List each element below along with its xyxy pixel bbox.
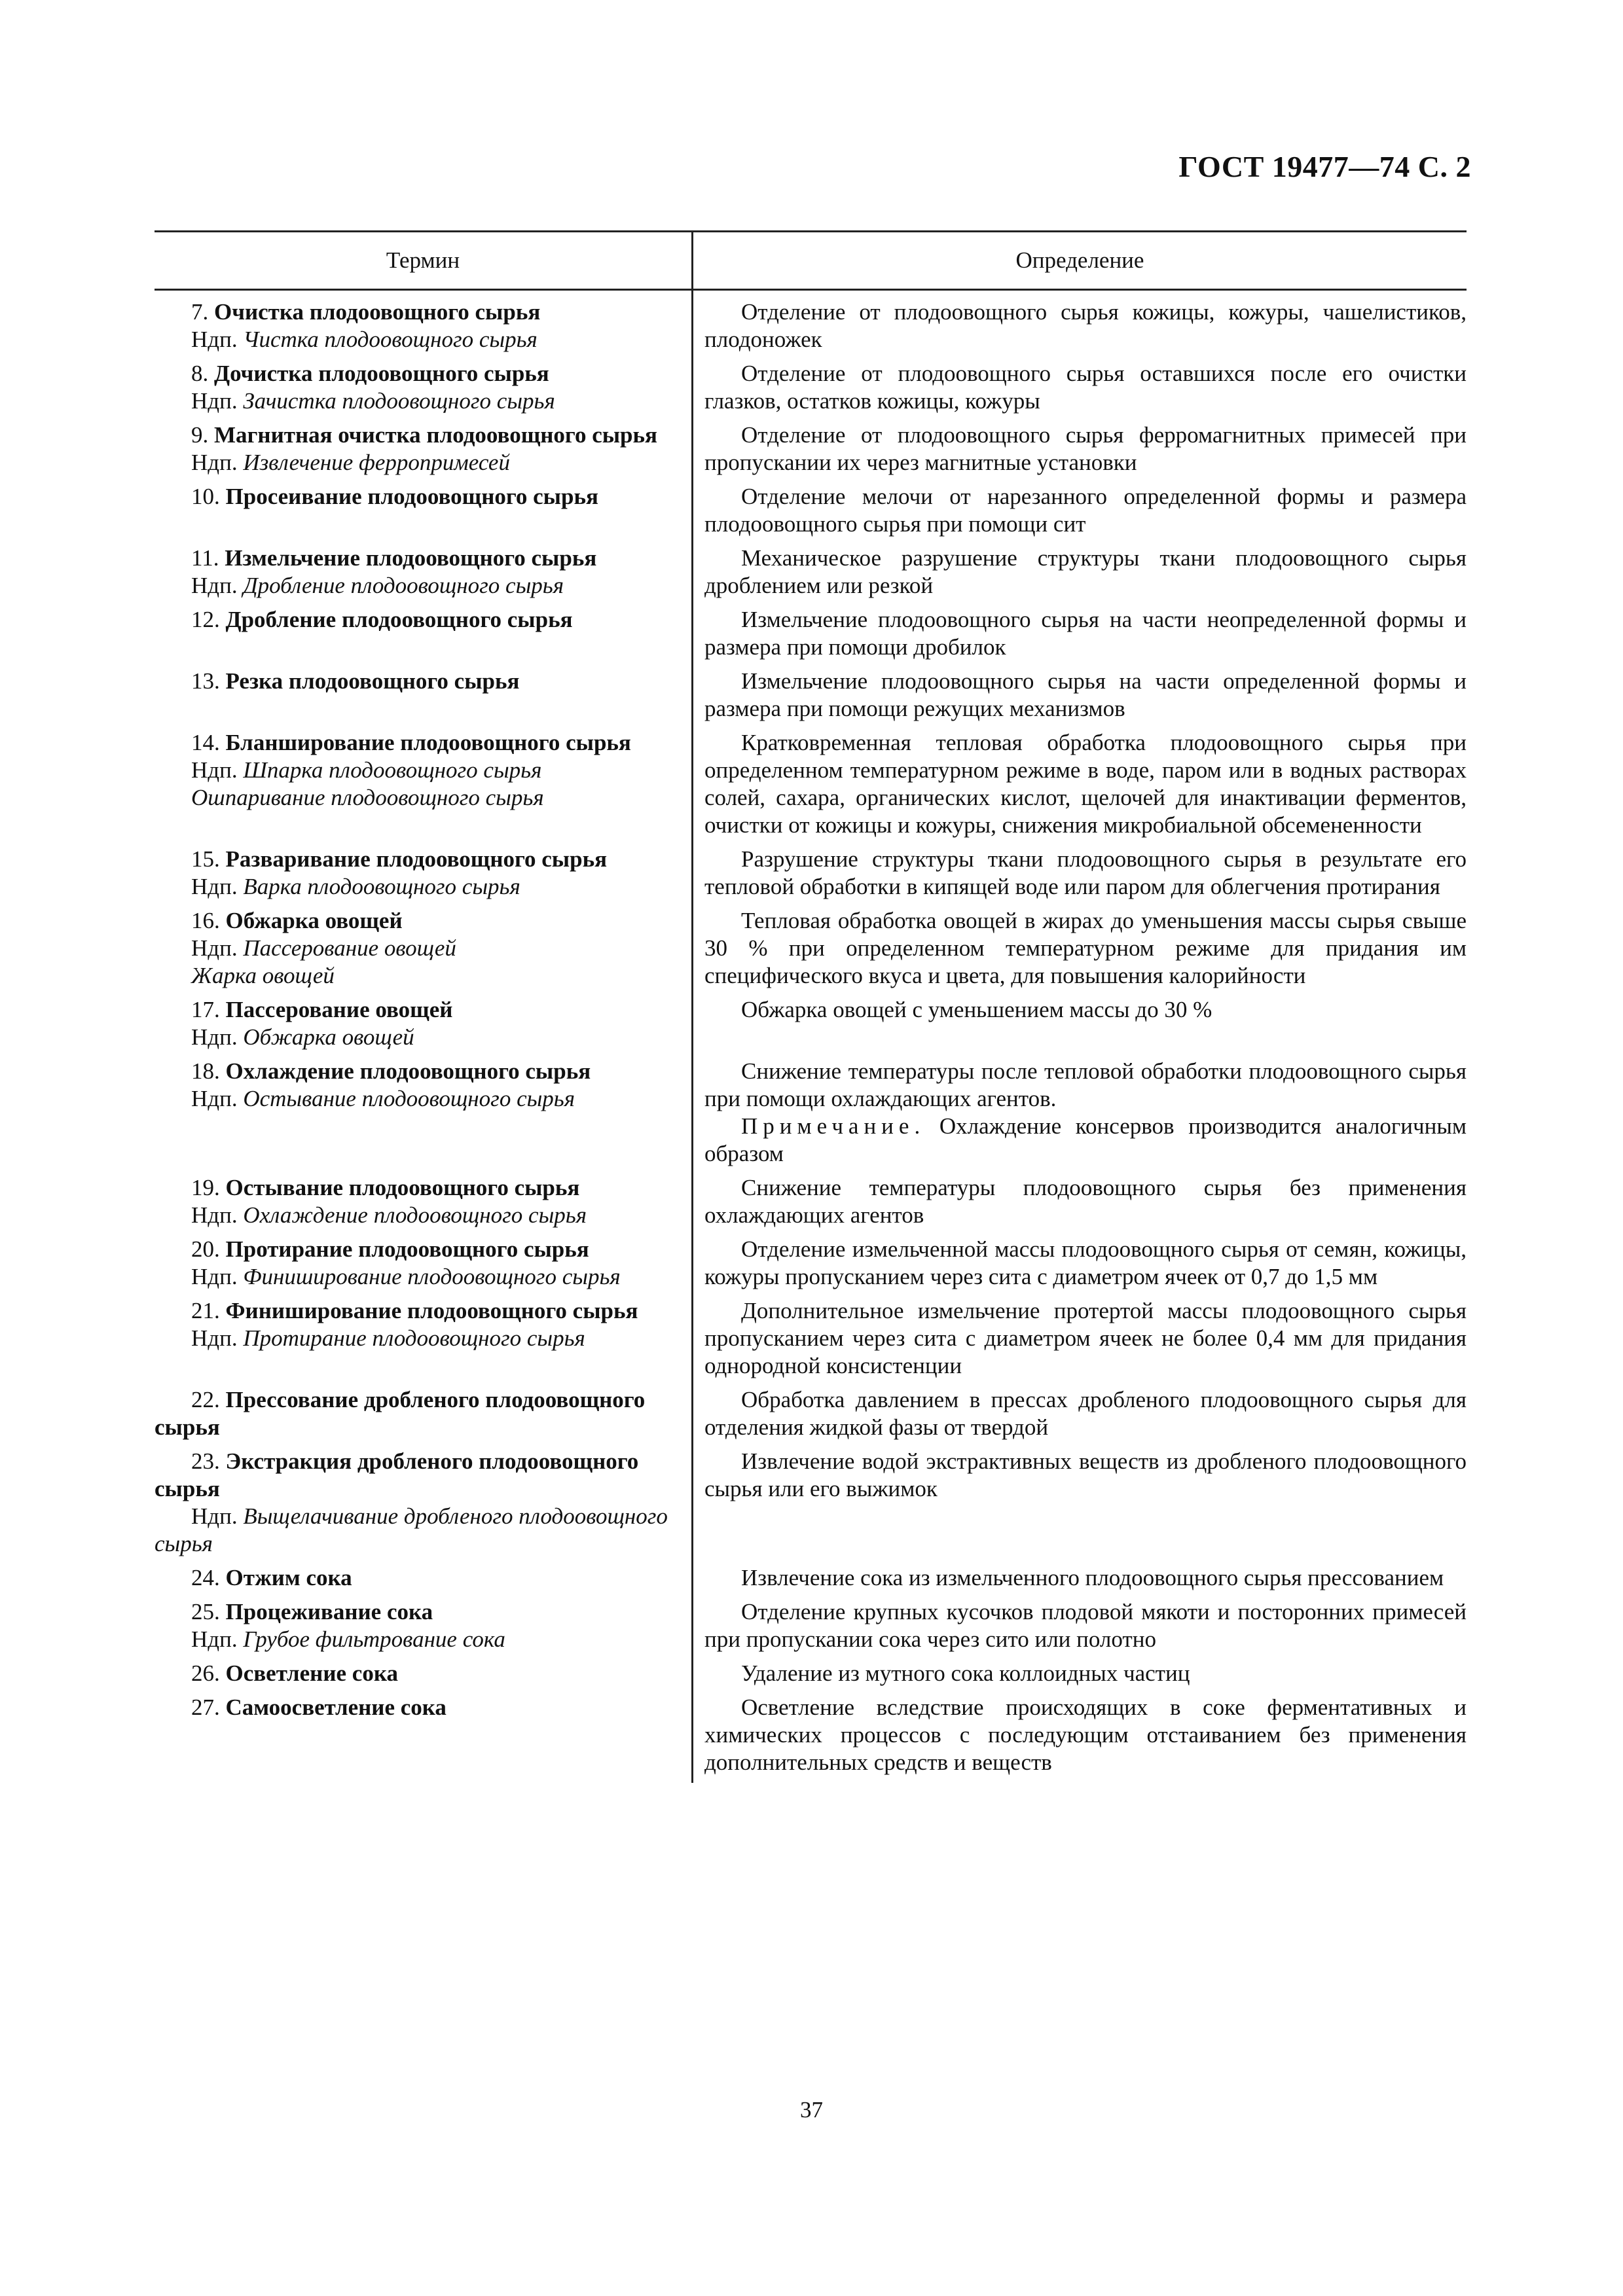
definition-text: Механическое разрушение структуры ткани плодоовощного сырья дроблением или резкой xyxy=(704,545,1467,598)
non-recommended-term xyxy=(155,1202,682,1229)
term-line xyxy=(155,422,682,449)
term-line xyxy=(155,668,682,695)
non-recommended-term xyxy=(155,1024,682,1051)
ndp-synonym: Охлаждение плодоовощного сырья xyxy=(243,1202,587,1228)
non-recommended-term xyxy=(155,572,682,600)
term-cell xyxy=(155,1236,691,1291)
ndp-synonym: Финиширование плодоовощного сырья xyxy=(243,1264,621,1289)
ndp-synonym: Выщелачивание дробленого плодоовощного сырья xyxy=(155,1503,668,1556)
ndp-label: Ндп. xyxy=(191,573,238,598)
table-row xyxy=(155,1598,1467,1660)
term-number: 16. xyxy=(191,908,220,933)
term-cell xyxy=(155,1297,691,1380)
term-number: 8. xyxy=(191,361,209,386)
definition-cell xyxy=(691,483,1467,538)
document-code: ГОСТ 19477—74 С. 2 xyxy=(1178,150,1471,183)
term-cell xyxy=(155,907,691,990)
term-name: Остывание плодоовощного сырья xyxy=(225,1175,580,1200)
ndp-synonym: Обжарка овощей xyxy=(243,1024,414,1050)
ndp-label: Ндп. xyxy=(191,1626,238,1652)
table-row xyxy=(155,1386,1467,1448)
ndp-label: Ндп. xyxy=(191,1086,238,1111)
term-name: Осветление сока xyxy=(225,1660,398,1686)
term-line xyxy=(155,729,682,757)
term-line xyxy=(155,545,682,572)
ndp-label: Ндп. xyxy=(191,1024,238,1050)
term-number: 22. xyxy=(191,1387,220,1412)
definition-text: Обработка давлением в прессах дробленого плодоовощного сырья для отделения жидкой фазы от твердой xyxy=(704,1387,1467,1440)
definition-cell xyxy=(691,668,1467,723)
table-row xyxy=(155,483,1467,545)
term-line xyxy=(155,1174,682,1202)
non-recommended-term xyxy=(155,1263,682,1291)
definition-text: Разрушение структуры ткани плодоовощного сырья в результате его тепловой обработки в кипящей воде или паром для облегчения протирания xyxy=(704,846,1467,899)
table-row xyxy=(155,360,1467,422)
term-number: 9. xyxy=(191,422,209,448)
term-number: 7. xyxy=(191,299,209,325)
definition-cell xyxy=(691,1660,1467,1687)
term-number: 10. xyxy=(191,484,220,509)
non-recommended-term xyxy=(155,449,682,476)
term-line xyxy=(155,1058,682,1085)
ndp-label: Ндп. xyxy=(191,327,238,352)
non-recommended-term xyxy=(155,1503,682,1558)
table-row xyxy=(155,1564,1467,1598)
term-line xyxy=(155,606,682,634)
ndp-label: Ндп. xyxy=(191,1264,238,1289)
term-cell xyxy=(155,360,691,415)
term-number: 14. xyxy=(191,730,220,755)
non-recommended-term xyxy=(155,962,682,990)
definition-cell xyxy=(691,606,1467,661)
table-row xyxy=(155,1660,1467,1694)
term-cell xyxy=(155,422,691,476)
definition-cell xyxy=(691,1386,1467,1441)
table-row xyxy=(155,1174,1467,1236)
definition-cell xyxy=(691,1236,1467,1291)
term-line xyxy=(155,483,682,511)
table-row xyxy=(155,907,1467,996)
term-cell xyxy=(155,1694,691,1776)
definition-text: Отделение от плодоовощного сырья кожицы, кожуры, чашелистиков, плодоножек xyxy=(704,299,1467,352)
ndp-synonym: Извлечение ферропримесей xyxy=(243,450,510,475)
definition-cell xyxy=(691,422,1467,476)
definition-cell xyxy=(691,996,1467,1051)
definition-text: Удаление из мутного сока коллоидных частиц xyxy=(741,1660,1190,1686)
term-number: 26. xyxy=(191,1660,220,1686)
term-number: 18. xyxy=(191,1058,220,1084)
term-name: Самоосветление сока xyxy=(225,1695,447,1720)
note-label: Примечание. xyxy=(741,1113,926,1139)
definition-text: Снижение температуры плодоовощного сырья без применения охлаждающих агентов xyxy=(704,1175,1467,1228)
definition-cell xyxy=(691,545,1467,600)
non-recommended-term xyxy=(155,873,682,901)
non-recommended-term xyxy=(155,935,682,962)
term-cell xyxy=(155,606,691,661)
ndp-label: Ндп. xyxy=(191,388,238,414)
term-cell xyxy=(155,846,691,901)
column-header-definition: Определение xyxy=(1015,247,1144,273)
term-number: 24. xyxy=(191,1565,220,1590)
term-line xyxy=(155,1564,682,1592)
definition-text: Отделение измельченной массы плодоовощного сырья от семян, кожицы, кожуры пропусканием через сита с диаметром ячеек от 0,7 до 1,5 мм xyxy=(704,1236,1467,1289)
term-name: Процеживание сока xyxy=(225,1599,433,1624)
definition-cell xyxy=(691,360,1467,415)
table-row xyxy=(155,729,1467,846)
table-row xyxy=(155,1694,1467,1783)
definition-cell xyxy=(691,1598,1467,1653)
ndp-synonym: Шпарка плодоовощного сырья xyxy=(243,757,542,783)
definition-cell xyxy=(691,1694,1467,1776)
term-name: Дробление плодоовощного сырья xyxy=(225,607,573,632)
ndp-synonym: Ошпаривание плодоовощного сырья xyxy=(191,785,544,810)
term-name: Протирание плодоовощного сырья xyxy=(225,1236,589,1262)
definition-text: Отделение мелочи от нарезанного определенной формы и размера плодоовощного сырья при помощи сит xyxy=(704,484,1467,537)
terms-table xyxy=(155,230,1467,1783)
definition-cell xyxy=(691,729,1467,839)
term-cell xyxy=(155,1058,691,1168)
term-cell xyxy=(155,1660,691,1687)
table-row xyxy=(155,545,1467,606)
definition-cell xyxy=(691,1448,1467,1558)
term-line xyxy=(155,1236,682,1263)
term-number: 13. xyxy=(191,668,220,694)
definition-text: Измельчение плодоовощного сырья на части неопределенной формы и размера при помощи дробилок xyxy=(704,607,1467,660)
term-line xyxy=(155,907,682,935)
term-name: Дочистка плодоовощного сырья xyxy=(214,361,549,386)
table-row xyxy=(155,606,1467,668)
term-number: 25. xyxy=(191,1599,220,1624)
table-body xyxy=(155,291,1467,1783)
term-name: Пассерование овощей xyxy=(225,997,453,1022)
term-line xyxy=(155,846,682,873)
ndp-synonym: Пассерование овощей xyxy=(243,935,456,961)
definition-text: Отделение от плодоовощного сырья оставшихся после его очистки глазков, остатков кожицы, кожуры xyxy=(704,361,1467,414)
ndp-synonym: Дробление плодоовощного сырья xyxy=(243,573,564,598)
term-line xyxy=(155,298,682,326)
term-name: Отжим сока xyxy=(225,1565,352,1590)
ndp-synonym: Зачистка плодоовощного сырья xyxy=(243,388,555,414)
term-cell xyxy=(155,483,691,538)
term-line xyxy=(155,1694,682,1721)
definition-text: Тепловая обработка овощей в жирах до уменьшения массы сырья свыше 30 % при определенном температурном режиме для придания им специфического вкуса и цвета, для повышения калорийности xyxy=(704,908,1467,988)
definition-text: Осветление вследствие происходящих в соке ферментативных и химических процессов с последующим отстаиванием без применения дополнительных средств и веществ xyxy=(704,1695,1467,1775)
term-cell xyxy=(155,545,691,600)
definition-cell xyxy=(691,1058,1467,1168)
ndp-synonym: Протирание плодоовощного сырья xyxy=(243,1325,585,1351)
term-name: Обжарка овощей xyxy=(225,908,403,933)
term-cell xyxy=(155,1174,691,1229)
ndp-synonym: Грубое фильтрование сока xyxy=(243,1626,505,1652)
definition-note xyxy=(704,1113,1467,1168)
ndp-label: Ндп. xyxy=(191,1202,238,1228)
term-line xyxy=(155,996,682,1024)
non-recommended-term xyxy=(155,1325,682,1352)
term-line xyxy=(155,1386,682,1441)
page-number: 37 xyxy=(800,2097,823,2123)
term-name: Просеивание плодоовощного сырья xyxy=(225,484,598,509)
ndp-label: Ндп. xyxy=(191,757,238,783)
term-cell xyxy=(155,996,691,1051)
definition-text: Отделение крупных кусочков плодовой мякоти и посторонних примесей при пропускании сока через сито или полотно xyxy=(704,1599,1467,1652)
non-recommended-term xyxy=(155,1085,682,1113)
term-cell xyxy=(155,668,691,723)
table-row xyxy=(155,668,1467,729)
definition-text: Измельчение плодоовощного сырья на части определенной формы и размера при помощи режущих механизмов xyxy=(704,668,1467,721)
term-name: Разваривание плодоовощного сырья xyxy=(225,846,608,872)
term-number: 11. xyxy=(191,545,219,571)
term-line xyxy=(155,1598,682,1626)
definition-text: Отделение от плодоовощного сырья ферромагнитных примесей при пропускании их через магнитные установки xyxy=(704,422,1467,475)
term-name: Магнитная очистка плодоовощного сырья xyxy=(214,422,657,448)
term-name: Охлаждение плодоовощного сырья xyxy=(225,1058,591,1084)
term-name: Экстракция дробленого плодоовощного сырья xyxy=(155,1448,639,1501)
definition-cell xyxy=(691,1564,1467,1592)
term-cell xyxy=(155,298,691,353)
column-header-term: Термин xyxy=(155,232,693,289)
ndp-label: Ндп. xyxy=(191,1503,238,1529)
non-recommended-term xyxy=(155,784,682,812)
term-number: 19. xyxy=(191,1175,220,1200)
term-name: Очистка плодоовощного сырья xyxy=(214,299,541,325)
term-name: Финиширование плодоовощного сырья xyxy=(225,1298,638,1323)
term-cell xyxy=(155,1598,691,1653)
definition-cell xyxy=(691,1174,1467,1229)
table-row xyxy=(155,1058,1467,1174)
table-row xyxy=(155,1297,1467,1386)
term-number: 12. xyxy=(191,607,220,632)
term-line xyxy=(155,1660,682,1687)
term-line xyxy=(155,1448,682,1503)
term-number: 15. xyxy=(191,846,220,872)
term-number: 20. xyxy=(191,1236,220,1262)
term-cell xyxy=(155,729,691,839)
term-name: Бланширование плодоовощного сырья xyxy=(225,730,631,755)
definition-text: Обжарка овощей с уменьшением массы до 30 % xyxy=(741,997,1213,1022)
term-name: Измельчение плодоовощного сырья xyxy=(225,545,597,571)
definition-text: Снижение температуры после тепловой обработки плодоовощного сырья при помощи охлаждающих агентов. xyxy=(704,1058,1467,1111)
ndp-label: Ндп. xyxy=(191,935,238,961)
term-cell xyxy=(155,1448,691,1558)
term-cell xyxy=(155,1564,691,1592)
term-line xyxy=(155,1297,682,1325)
term-number: 17. xyxy=(191,997,220,1022)
ndp-label: Ндп. xyxy=(191,874,238,899)
definition-cell xyxy=(691,846,1467,901)
definition-text: Дополнительное измельчение протертой массы плодоовощного сырья пропусканием через сита с диаметром ячеек не более 0,4 мм для придания однородной консистенции xyxy=(704,1298,1467,1378)
column-divider xyxy=(691,291,693,1783)
non-recommended-term xyxy=(155,387,682,415)
table-row xyxy=(155,846,1467,907)
term-name: Резка плодоовощного сырья xyxy=(225,668,520,694)
ndp-synonym: Чистка плодоовощного сырья xyxy=(243,327,538,352)
term-number: 27. xyxy=(191,1695,220,1720)
table-row xyxy=(155,1448,1467,1564)
term-name: Прессование дробленого плодоовощного сырья xyxy=(155,1387,646,1440)
table-row xyxy=(155,1236,1467,1297)
ndp-synonym: Варка плодоовощного сырья xyxy=(243,874,520,899)
definition-cell xyxy=(691,907,1467,990)
table-row xyxy=(155,291,1467,360)
non-recommended-term xyxy=(155,326,682,353)
ndp-synonym: Остывание плодоовощного сырья xyxy=(243,1086,575,1111)
term-number: 23. xyxy=(191,1448,220,1474)
non-recommended-term xyxy=(155,1626,682,1653)
ndp-label: Ндп. xyxy=(191,1325,238,1351)
ndp-synonym: Жарка овощей xyxy=(191,963,335,988)
non-recommended-term xyxy=(155,757,682,784)
term-cell xyxy=(155,1386,691,1441)
definition-text: Кратковременная тепловая обработка плодоовощного сырья при определенном температурном режиме в воде, паром или в водных растворах солей, сахара, органических кислот, щелочей для инактивации ферментов, очистки от кожицы и кожуры, снижения микробиальной обсемененности xyxy=(704,730,1467,838)
definition-cell xyxy=(691,1297,1467,1380)
term-number: 21. xyxy=(191,1298,220,1323)
definition-text: Извлечение сока из измельченного плодоовощного сырья прессованием xyxy=(741,1565,1444,1590)
term-line xyxy=(155,360,682,387)
note-text: Охлаждение консервов производится аналогичным образом xyxy=(704,1113,1467,1166)
ndp-label: Ндп. xyxy=(191,450,238,475)
table-header xyxy=(155,230,1467,291)
table-row xyxy=(155,422,1467,483)
definition-text: Извлечение водой экстрактивных веществ из дробленого плодоовощного сырья или его выжимок xyxy=(704,1448,1467,1501)
table-row xyxy=(155,996,1467,1058)
definition-cell xyxy=(691,298,1467,353)
